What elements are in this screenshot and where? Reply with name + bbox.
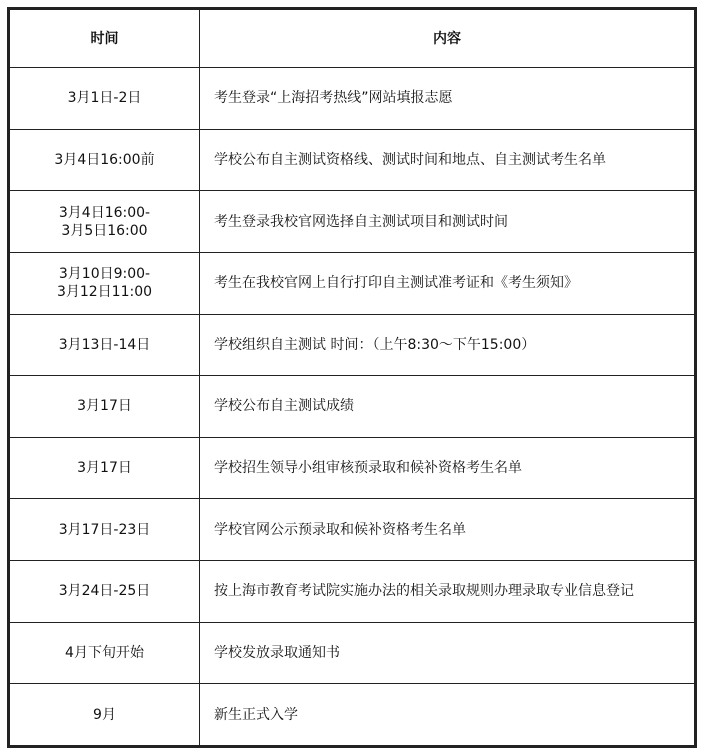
content-cell: 学校官网公示预录取和候补资格考生名单 [200, 499, 695, 561]
time-text: 4月下旬开始 [65, 644, 144, 661]
table-row [10, 561, 695, 623]
time-cell [10, 499, 200, 561]
schedule-table-frame [7, 7, 697, 748]
table-row [10, 499, 695, 561]
time-text: 9月 [93, 706, 116, 723]
time-cell [10, 437, 200, 499]
content-cell: 按上海市教育考试院实施办法的相关录取规则办理录取专业信息登记 [200, 561, 695, 623]
time-cell [10, 129, 200, 191]
content-cell: 学校招生领导小组审核预录取和候补资格考生名单 [200, 437, 695, 499]
content-cell: 考生登录“上海招考热线”网站填报志愿 [200, 68, 695, 130]
content-cell: 新生正式入学 [200, 684, 695, 746]
time-cell [10, 314, 200, 376]
table-row [10, 129, 695, 191]
table-row [10, 314, 695, 376]
time-text: 3月1日-2日 [67, 90, 142, 107]
schedule-table [9, 9, 695, 746]
time-text: 3月17日 [77, 460, 132, 477]
time-text: 3月12日11:00 [56, 284, 153, 301]
time-text: 3月4日16:00前 [54, 151, 155, 168]
table-row [10, 68, 695, 130]
time-text: 3月5日16:00 [61, 222, 148, 239]
content-cell: 学校公布自主测试成绩 [200, 376, 695, 438]
table-header-row [10, 10, 695, 68]
content-cell: 学校组织自主测试 时间：（上午8:30～下午15:00） [200, 314, 695, 376]
content-cell: 学校发放录取通知书 [200, 622, 695, 684]
table-row [10, 622, 695, 684]
table-row [10, 684, 695, 746]
content-cell: 考生在我校官网上自行打印自主测试准考证和《考生须知》 [200, 252, 695, 314]
time-cell [10, 622, 200, 684]
table-row [10, 191, 695, 253]
time-cell [10, 252, 200, 314]
table-row [10, 437, 695, 499]
table-row [10, 252, 695, 314]
header-time: 时间 [10, 10, 200, 68]
content-cell: 学校公布自主测试资格线、测试时间和地点、自主测试考生名单 [200, 129, 695, 191]
time-text: 3月17日-23日 [58, 521, 151, 538]
time-cell [10, 684, 200, 746]
time-text: 3月24日-25日 [58, 583, 151, 600]
header-content: 内容 [200, 10, 695, 68]
time-cell [10, 376, 200, 438]
table-row [10, 376, 695, 438]
content-cell: 考生登录我校官网选择自主测试项目和测试时间 [200, 191, 695, 253]
time-text: 3月4日16:00- [58, 204, 151, 221]
time-cell [10, 191, 200, 253]
time-text: 3月13日-14日 [58, 336, 151, 353]
time-cell [10, 561, 200, 623]
time-text: 3月17日 [77, 398, 132, 415]
time-cell [10, 68, 200, 130]
time-text: 3月10日9:00- [58, 266, 151, 283]
